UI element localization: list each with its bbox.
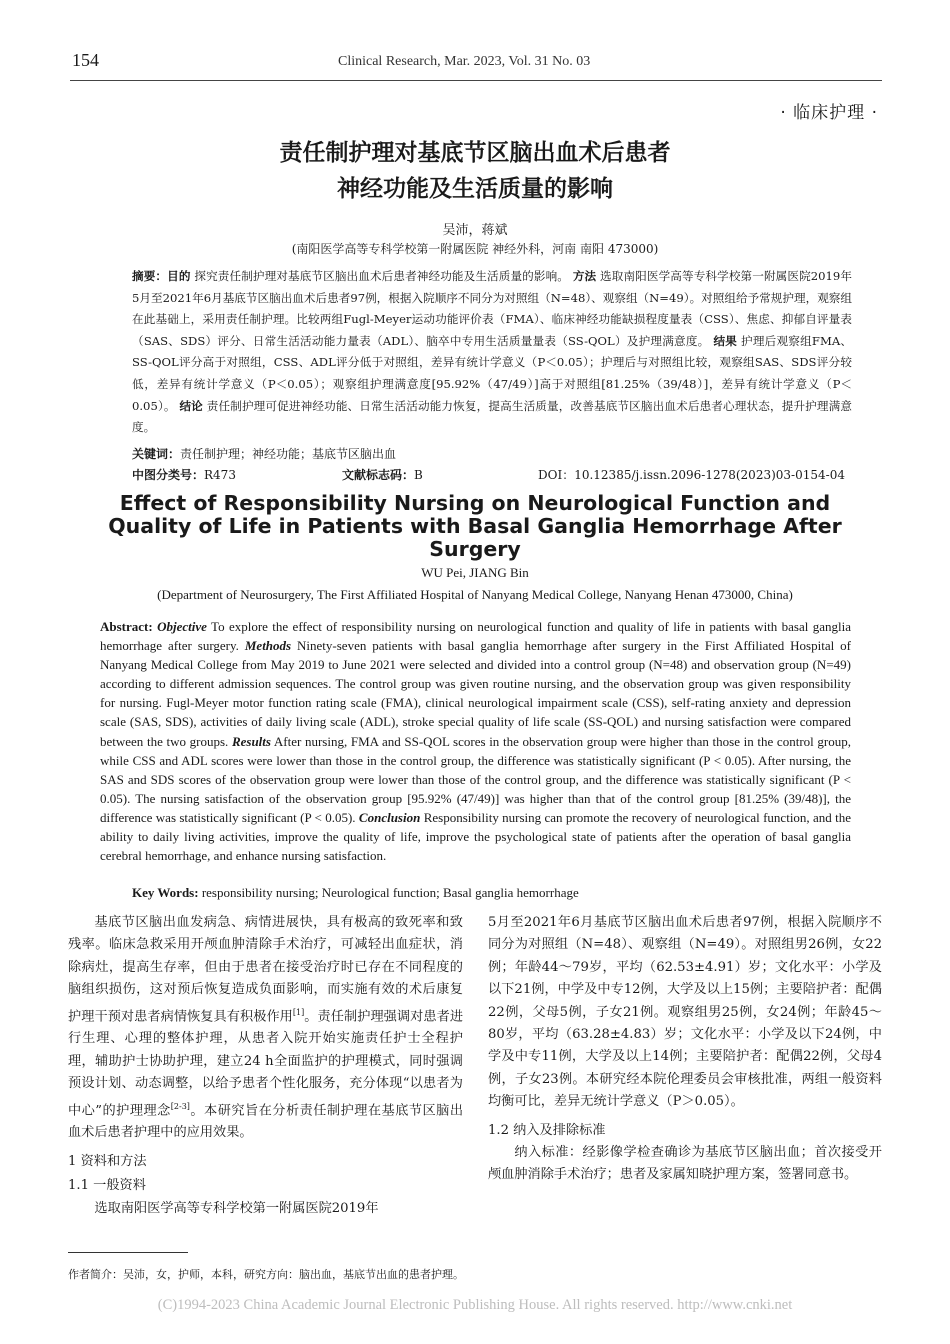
body-left-column (68, 912, 463, 1220)
keywords-en-value: responsibility nursing; Neurological function; Basal ganglia hemorrhage (201, 885, 579, 900)
title-en-line2: Quality of Life in Patients with Basal Ganglia Hemorrhage After (108, 514, 842, 538)
affiliation-en: (Department of Neurosurgery, The First Affiliated Hospital of Nanyang Medical College, Nanyang Henan 473000, China) (157, 587, 793, 602)
intro-paragraph (68, 912, 463, 1145)
conclusion-cn: 责任制护理可促进神经功能、日常生活活动能力恢复，提高生活质量，改善基底节区脑出血术后患者心理状态，提升护理满意度。 (132, 398, 852, 435)
authors-cn: 吴沛，蒋斌 (442, 223, 508, 238)
section-tag: · 临床护理 · (780, 103, 878, 123)
objective-cn: 探究责任制护理对基底节区脑出血术后患者神经功能及生活质量的影响。 (194, 269, 569, 283)
doi-label: DOI： (538, 468, 575, 482)
objective-en: To explore the effect of responsibility nursing on neurological function and quality of life in patients with basal ganglia hemorrhage after surgery. (100, 619, 852, 654)
page-number: 154 (72, 50, 99, 70)
authors-en: WU Pei, JIANG Bin (421, 565, 529, 580)
results-cn: 护理后观察组FMA、SS-QOL评分高于对照组，CSS、ADL评分低于对照组，差异有统计学意义（P＜0.05）；护理后与对照组比较，观察组SAS、SDS评分较低，差异有统计学意义（P＜0.05）；观察组护理满意度[95.92%（47/49）]高于对照组[81.25%（39/48）]，差异有统计学意义（P＜0.05）。 (132, 333, 853, 413)
abstract-cn (132, 266, 852, 439)
footnote-divider (68, 1252, 188, 1253)
doc-value: B (414, 468, 423, 482)
citation-2-3[interactable]: [2-3] (170, 1101, 190, 1111)
keywords-cn-label: 关键词： (132, 447, 181, 461)
results-en-label: Results (231, 733, 271, 749)
citation-1[interactable]: [1] (292, 1007, 305, 1017)
methods-cn-label: 方法 (572, 269, 597, 283)
keywords-en-label: Key Words: (132, 885, 199, 900)
abstract-en (100, 617, 851, 865)
copyright-watermark: (C)1994-2023 China Academic Journal Electronic Publishing House. All rights reserved. http://www.cnki.net (157, 1297, 793, 1313)
section-heading-1-2: 1.2 纳入及排除标准 (488, 1122, 606, 1138)
section-heading-1: 1 资料和方法 (68, 1153, 147, 1169)
results-en: After nursing, FMA and SS-QOL scores in the observation group were higher than those in the control group, while CSS and ADL scores were lower than those in the control group, the difference was statistically significant (P < 0.05). After nursing, the SAS and SDS scores of the observation group were lower than those of the control group, and the difference was statistically significant (P < 0.05). The nursing satisfaction of the observation group [95.92% (47/49)] was higher than that of the control group [81.25% (39/48)], the difference was statistically significant (P < 0.05). (100, 733, 851, 825)
intro-text-3: 。本研究旨在分析责任制护理在基底节区脑出血术后患者护理中的应用效果。 (68, 1103, 464, 1141)
title-en-line1: Effect of Responsibility Nursing on Neurological Function and (119, 491, 831, 515)
author-footnote: 作者简介：吴沛，女，护师，本科，研究方向：脑出血，基底节出血的患者护理。 (68, 1268, 464, 1281)
doi[interactable] (538, 466, 845, 483)
journal-info: Clinical Research, Mar. 2023, Vol. 31 No. 03 (338, 54, 591, 69)
affiliation-cn: (南阳医学高等专科学校第一附属医院 神经外科，河南 南阳 473000) (291, 242, 659, 256)
general-data-start: 选取南阳医学高等专科学校第一附属医院2019年 (94, 1200, 379, 1216)
abstract-en-label: Abstract: (100, 619, 153, 634)
clc-number (132, 466, 236, 483)
title-cn-line1: 责任制护理对基底节区脑出血术后患者 (279, 139, 671, 166)
results-cn-label: 结果 (713, 333, 738, 348)
body-right-column (488, 912, 882, 1187)
keywords-en (132, 885, 579, 901)
doc-label: 文献标志码： (342, 468, 415, 482)
doc-code (342, 466, 423, 483)
methods-cn: 选取南阳医学高等专科学校第一附属医院2019年5月至2021年6月基底节区脑出血术后患者97例，根据入院顺序不同分为对照组（N=48）、观察组（N=49）。对照组给予常规护理，观察组在此基础上，采用责任制护理。比较两组Fugl-Meyer运动功能评价表（FMA）、临床神经功能缺损程度量表（CSS）、焦虑、抑郁自评量表（SAS、SDS）评分、日常生活活动能力量表（ADL）、脑卒中专用生活质量量表（SS-QOL）及护理满意度。 (132, 269, 852, 348)
methods-en: Ninety-seven patients with basal ganglia hemorrhage after surgery in the First Affiliated Hospital of Nanyang Medical College from May 2019 to June 2021 were selected and divided into a control group (N=48) and observation group (N=49) according to different admission sequences. The control group was given routine nursing, and the observation group was given responsibility for nursing. Fugl-Meyer motor function rating scale (FMA), clinical neurological impairment scale (CSS), self-rating anxiety and depression scale (SAS, SDS), activities of daily living scale (ADL), stroke special quality of life scale (SS-QOL) and nursing satisfaction were compared between the two groups. (100, 638, 851, 749)
clc-value: R473 (204, 468, 236, 482)
abstract-cn-label: 摘要： (132, 269, 168, 283)
conclusion-en-label: Conclusion (358, 809, 421, 825)
objective-en-label: Objective (157, 619, 207, 634)
methods-en-label: Methods (244, 638, 292, 654)
objective-cn-label: 目的 (167, 269, 191, 283)
section-heading-1-1: 1.1 一般资料 (68, 1178, 146, 1194)
general-data-continued: 5月至2021年6月基底节区脑出血术后患者97例，根据入院顺序不同分为对照组（N=48）、观察组（N=49）。对照组男26例，女22例；年龄44～79岁，平均（62.53±4.91）岁；文化水平：小学及以下21例，中学及中专12例，大学及以上15例；主要陪护者：配偶22例，父母5例，子女21例。观察组男25例，女24例；年龄45～80岁，平均（63.28±4.83）岁；文化水平：小学及以下24例，中学及中专11例，大学及以上14例；主要陪护者：配偶22例，父母4例，子女23例。本研究经本院伦理委员会审核批准，两组一般资料均衡可比，差异无统计学意义（P＞0.05）。 (488, 915, 882, 1110)
keywords-cn (132, 445, 396, 462)
inclusion-criteria: 纳入标准：经影像学检查确诊为基底节区脑出血；首次接受开颅血肿消除手术治疗；患者及家属知晓护理方案，签署同意书。 (488, 1145, 882, 1183)
conclusion-en: Responsibility nursing can promote the recovery of neurological function, and the ability to daily living activities, improve the quality of life, improve the psychological state of patients after the operation of basal ganglia cerebral hemorrhage, and enhance nursing satisfaction. (100, 809, 852, 864)
keywords-cn-value: 责任制护理；神经功能；基底节区脑出血 (180, 447, 397, 461)
clc-label: 中图分类号： (132, 468, 205, 482)
title-en-line3: Surgery (429, 537, 521, 561)
header-divider (70, 80, 882, 81)
doi-value[interactable]: 10.12385/j.issn.2096-1278(2023)03-0154-04 (574, 468, 845, 482)
intro-text: 基底节区脑出血发病急、病情进展快，具有极高的致死率和致残率。临床急救采用开颅血肿清除手术治疗，可减轻出血症状，消除病灶，提高生存率，但由于患者在接受治疗时已存在不同程度的脑组织损伤，这对预后恢复造成负面影响，而实施有效的术后康复护理干预对患者病情恢复具有积极作用 (68, 915, 463, 1025)
conclusion-cn-label: 结论 (179, 398, 203, 413)
intro-text-2: 。责任制护理强调对患者进行生理、心理的整体护理，从患者入院开始实施责任护士全程护理，辅助护士协助护理，建立24 h全面监护的护理模式，同时强调预设计划、动态调整，以给予患者个性化服务，充分体现“以患者为中心”的护理理念 (68, 1009, 464, 1119)
title-cn-line2: 神经功能及生活质量的影响 (337, 175, 613, 202)
